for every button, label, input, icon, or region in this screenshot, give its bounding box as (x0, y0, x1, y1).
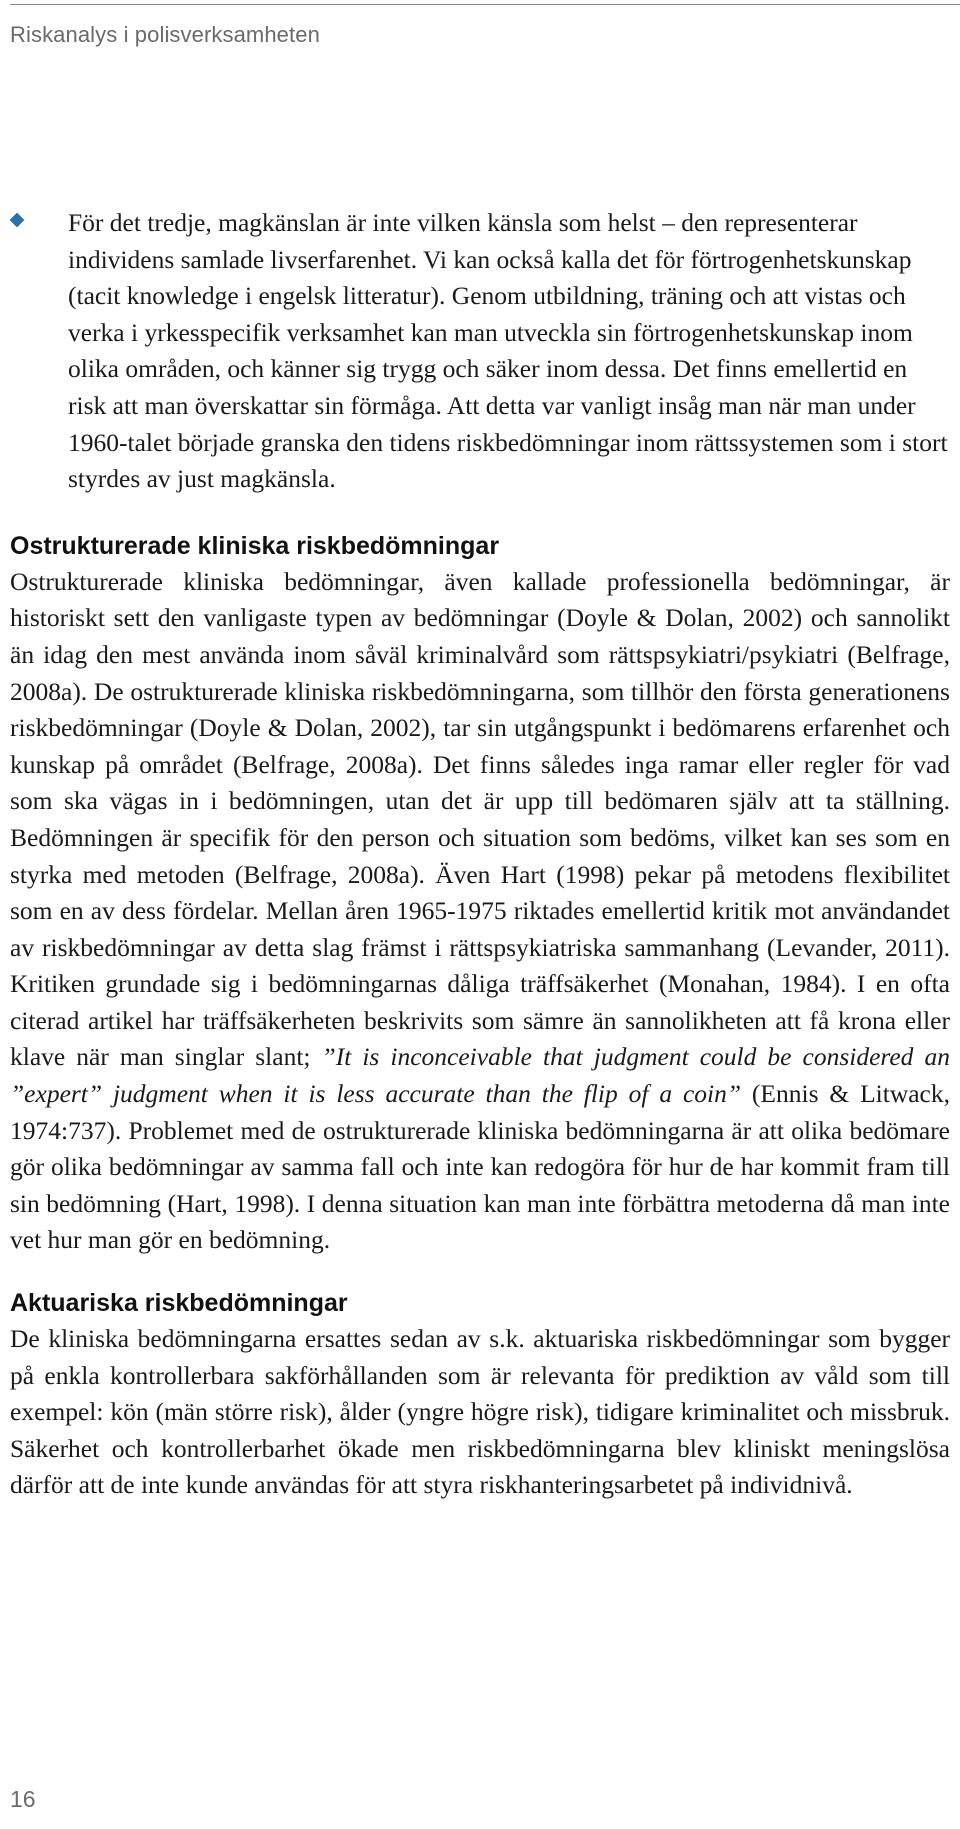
section-unstructured-clinical (10, 528, 950, 1259)
diamond-bullet-icon (10, 213, 25, 228)
header-rule (10, 4, 960, 5)
running-header: Riskanalys i polisverksamheten (10, 22, 320, 47)
paragraph-text-before-quote: Ostrukturerade kliniska bedömningar, även kallade professionella bedömningar, är historiskt sett den vanligaste typen av bedömningar (Doyle & Dolan, 2002) och sannolikt än idag den mest använda inom såväl kriminalvård som rättspsykiatri/psykiatri (Belfrage, 2008a). De ostrukturerade kliniska riskbedömningarna, som tillhör den första generationens riskbedömningar (Doyle & Dolan, 2002), tar sin utgångspunkt i bedömarens erfarenhet och kunskap på området (Belfrage, 2008a). Det finns således inga ramar eller regler för vad som ska vägas in i bedömningen, utan det är upp till bedömaren själv att ta ställning. Bedömningen är specifik för den person och situation som bedöms, vilket kan ses som en styrka med metoden (Belfrage, 2008a). Även Hart (1998) pekar på metodens flexibilitet som en av dess fördelar. Mellan åren 1965-1975 riktades emellertid kritik mot användandet av riskbedömningar av detta slag främst i rättspsykiatriska sammanhang (Levander, 2011). Kritiken grundade sig i bedömningarnas dåliga träffsäkerhet (Monahan, 1984). I en ofta citerad artikel har träffsäkerheten beskrivits som sämre än sannolikheten att få krona eller klave när man singlar slant; (10, 566, 950, 1072)
page-number: 16 (10, 1786, 36, 1812)
paragraph-text-after-quote: (Ennis & Litwack, 1974:737). Problemet med de ostrukturerade kliniska bedömningarna är att olika bedömare gör olika bedömningar av samma fall och inte kan redogöra för hur de har kommit fram till sin bedömning (Hart, 1998). I denna situation kan man inte förbättra metoderna då man inte vet hur man gör en bedömning. (10, 1079, 950, 1255)
bullet-paragraph: För det tredje, magkänslan är inte vilken känsla som helst – den representerar individens samlade livserfarenhet. Vi kan också kalla det för förtrogenhetskunskap (tacit knowledge i engelsk litteratur). Genom utbildning, träning och att vistas och verka i yrkesspecifik verksamhet kan man utveckla sin förtrogenhetskunskap inom olika områden, och känner sig trygg och säker inom dessa. Det finns emellertid en risk att man överskattar sin förmåga. Att detta var vanligt insåg man när man under 1960-talet började granska den tidens riskbedömningar inom rättssystemen som i stort styrdes av just magkänsla. (68, 208, 948, 494)
section-heading-actuarial: Aktuariska riskbedömningar (10, 1289, 348, 1318)
page-body (10, 205, 950, 1504)
section-actuarial (10, 1285, 950, 1504)
section-heading-unstructured: Ostrukturerade kliniska riskbedömningar (10, 531, 500, 560)
section-paragraph-actuarial: De kliniska bedömningarna ersattes sedan av s.k. aktuariska riskbedömningar som bygger på enkla kontrollerbara sakförhållanden som är relevanta för prediktion av våld som till exempel: kön (män större risk), ålder (yngre högre risk), tidigare kriminalitet och missbruk. Säkerhet och kontrollerbarhet ökade men riskbedömningarna blev kliniskt meningslösa därför att de inte kunde användas för att styra riskhanteringsarbetet på individnivå. (10, 1324, 950, 1500)
section-paragraph-unstructured (10, 564, 950, 1259)
bullet-list-item (10, 205, 950, 498)
coin-quote: ”It is inconceivable that judgment could be considered an ”expert” judgment when it is less accurate than the flip of a coin” (10, 1042, 950, 1109)
